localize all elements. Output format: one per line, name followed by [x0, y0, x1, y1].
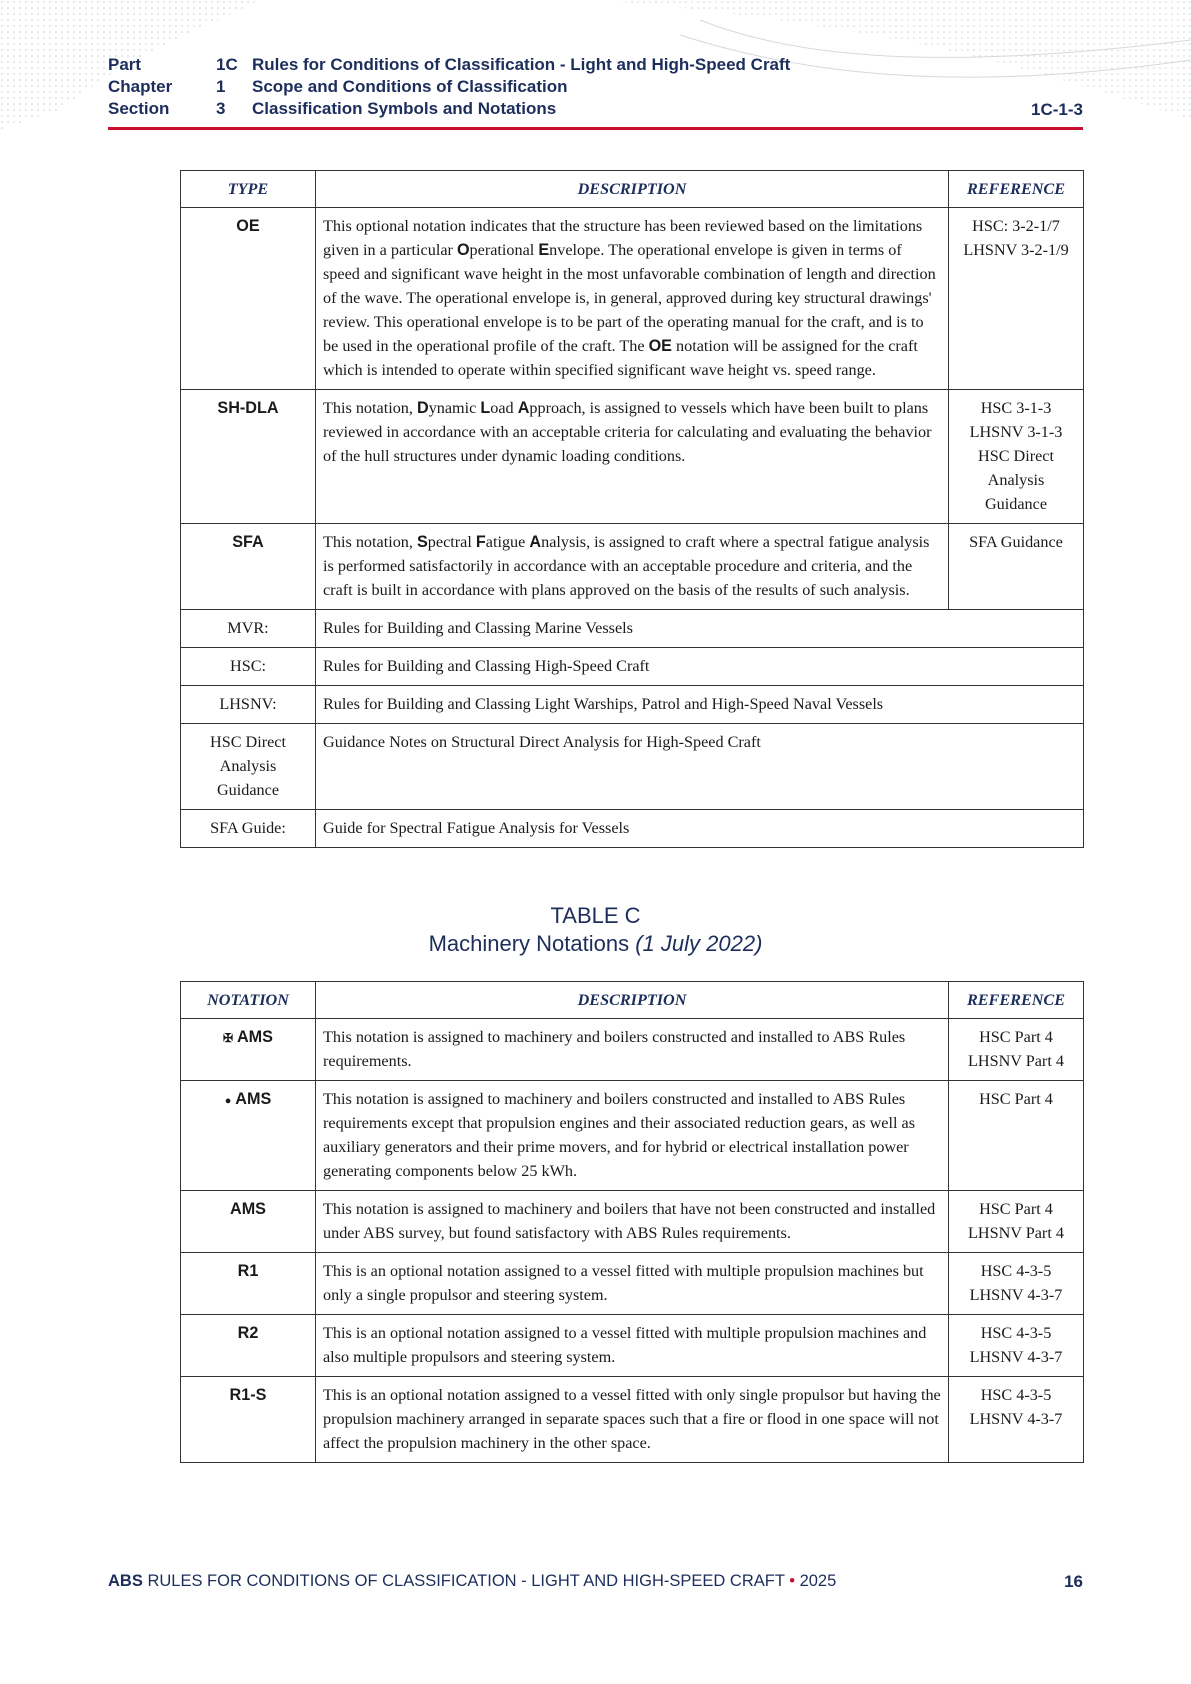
column-header-type: TYPE [181, 171, 316, 208]
header-label: Part [108, 55, 142, 74]
reference-line: HSC Part 4 [979, 1028, 1053, 1046]
text: pectral [427, 533, 476, 551]
reference-line: LHSNV 4-3-7 [969, 1348, 1063, 1366]
section-reference: 1C-1-3 [1031, 100, 1083, 119]
table-row [181, 208, 1084, 390]
notation-type: SFA [181, 524, 316, 610]
abbreviation-row [181, 810, 1084, 848]
abbreviation-key: MVR: [181, 610, 316, 648]
column-header-notation: NOTATION [181, 982, 316, 1019]
notation-cell: R1 [181, 1253, 316, 1315]
notation-type: OE [181, 208, 316, 390]
reference-line: HSC 4-3-5 [980, 1324, 1052, 1342]
header-label: Chapter [108, 77, 173, 96]
abbreviation-value: Rules for Building and Classing Marine Vessels [316, 610, 1084, 648]
notation-cell [181, 1019, 316, 1081]
header-number: 1C [216, 55, 238, 74]
notation-description [316, 208, 949, 390]
notation-description: This is an optional notation assigned to a vessel fitted with multiple propulsion machines but only a single propulsor and steering system. [316, 1253, 949, 1315]
notation-reference [949, 1253, 1084, 1315]
reference-line: HSC 3-1-3 [980, 399, 1052, 417]
notation-description: This is an optional notation assigned to a vessel fitted with only single propulsor but having the propulsion machinery arranged in separate spaces such that a fire or flood in one space will not affect the propulsion machinery in the other space. [316, 1377, 949, 1463]
notation-reference [949, 1377, 1084, 1463]
notation-reference [949, 1315, 1084, 1377]
header-title: Classification Symbols and Notations [252, 99, 557, 118]
reference-line: HSC 4-3-5 [980, 1386, 1052, 1404]
notation-reference [949, 1019, 1084, 1081]
structural-notations-table [180, 170, 1084, 848]
column-header-reference: REFERENCE [949, 171, 1084, 208]
bold-letter: L [480, 399, 491, 417]
text: , is assigned to craft where a spectral fatigue analysis is performed satisfactorily in accordance with an acceptable procedure and criteria, and the craft is built in accordance with plans approved on the basis of the results of such analysis. [323, 533, 930, 599]
notation-description: This notation is assigned to machinery and boilers that have not been constructed and installed under ABS survey, but found satisfactory with ABS Rules requirements. [316, 1191, 949, 1253]
table-row [181, 1377, 1084, 1463]
abbreviation-row [181, 648, 1084, 686]
text: pproach [529, 399, 582, 417]
abbreviation-value: Rules for Building and Classing High-Speed Craft [316, 648, 1084, 686]
table-row [181, 1253, 1084, 1315]
text: oad [490, 399, 518, 417]
table-row [181, 390, 1084, 524]
notation-cell: AMS [181, 1191, 316, 1253]
notation-type: SH-DLA [181, 390, 316, 524]
header-number: 3 [216, 99, 226, 118]
reference-line: HSC: 3-2-1/7 [972, 217, 1060, 235]
column-header-description: DESCRIPTION [316, 982, 949, 1019]
notation-description: This notation is assigned to machinery and boilers constructed and installed to ABS Rules requirements. [316, 1019, 949, 1081]
notation-cell: R1-S [181, 1377, 316, 1463]
text: nvelope. [549, 241, 605, 259]
reference-line: HSC Part 4 [979, 1200, 1053, 1218]
abbreviation-row [181, 686, 1084, 724]
bullet-icon: ● [224, 1095, 232, 1107]
reference-line: LHSNV 4-3-7 [969, 1410, 1063, 1428]
abbreviation-key: HSC: [181, 648, 316, 686]
text: This notation, [323, 533, 417, 551]
table-header-row [181, 171, 1084, 208]
text: The operational envelope is given in terms of speed and significant wave height in the most unfavorable combination of length and direction of the wave. The operational envelope is, in general, approved during key structural drawings' review. This operational envelope is to be part of the operating manual for the craft, and is to be used in the operational profile of the craft. The [323, 241, 936, 355]
table-row [181, 1315, 1084, 1377]
bold-letter: F [475, 533, 486, 551]
table-subtitle: Machinery Notations [428, 931, 630, 956]
header-number: 1 [216, 77, 226, 96]
abbreviation-value: Guide for Spectral Fatigue Analysis for Vessels [316, 810, 1084, 848]
notation-cell: R2 [181, 1315, 316, 1377]
abbreviation-value: Rules for Building and Classing Light Warships, Patrol and High-Speed Naval Vessels [316, 686, 1084, 724]
reference-line: LHSNV 3-2-1/9 [963, 241, 1069, 259]
reference-line: HSC Part 4 [979, 1090, 1053, 1108]
notation-cell [181, 1081, 316, 1191]
text: ynamic [428, 399, 481, 417]
reference-line: LHSNV Part 4 [968, 1052, 1064, 1070]
reference-line: LHSNV Part 4 [968, 1224, 1064, 1242]
notation-reference [949, 1081, 1084, 1191]
reference-line: HSC 4-3-5 [980, 1262, 1052, 1280]
bold-letter: E [538, 241, 550, 259]
reference-line: LHSNV 4-3-7 [969, 1286, 1063, 1304]
text: This optional notation indicates that the structure has been reviewed based on the limitations given in a particular [323, 217, 923, 259]
footer-brand: ABS [108, 1572, 143, 1590]
page-footer [108, 1572, 836, 1591]
notation-description: This is an optional notation assigned to a vessel fitted with multiple propulsion machines and also multiple propulsors and steering system. [316, 1315, 949, 1377]
header-title: Rules for Conditions of Classification - Light and High-Speed Craft [252, 55, 791, 74]
notation-reference [949, 390, 1084, 524]
footer-title: RULES FOR CONDITIONS OF CLASSIFICATION - LIGHT AND HIGH-SPEED CRAFT [147, 1572, 785, 1590]
footer-separator: • [789, 1572, 795, 1590]
table-row [181, 1191, 1084, 1253]
table-label: TABLE C [550, 903, 641, 928]
notation: AMS [236, 1028, 273, 1046]
abbreviation-key: SFA Guide: [181, 810, 316, 848]
text: perational [469, 241, 539, 259]
table-header-row [181, 982, 1084, 1019]
notation-reference [949, 1191, 1084, 1253]
header-title: Scope and Conditions of Classification [252, 77, 568, 96]
notation: AMS [235, 1090, 272, 1108]
bold-letter: S [416, 533, 428, 551]
column-header-reference: REFERENCE [949, 982, 1084, 1019]
text: atigue [485, 533, 530, 551]
abbreviation-row [181, 610, 1084, 648]
machinery-notations-table [180, 981, 1084, 1463]
bold-letter: O [456, 241, 470, 259]
notation-description [316, 524, 949, 610]
abbreviation-key: HSC Direct Analysis Guidance [181, 724, 316, 810]
abbreviation-value: Guidance Notes on Structural Direct Analysis for High-Speed Craft [316, 724, 1084, 810]
table-caption [0, 930, 1191, 958]
column-header-description: DESCRIPTION [316, 171, 949, 208]
abbreviation-row [181, 724, 1084, 810]
reference-line: LHSNV 3-1-3 [969, 423, 1063, 441]
table-c-title [0, 902, 1191, 958]
page-number: 16 [1064, 1572, 1083, 1591]
notation-reference [949, 208, 1084, 390]
abbreviation-key: LHSNV: [181, 686, 316, 724]
notation-description [316, 390, 949, 524]
text: , is assigned to vessels which have been built to plans reviewed in accordance with an acceptable criteria for calculating and evaluating the behavior of the hull structures under dynamic loading conditions. [323, 399, 932, 465]
text: This notation, [323, 399, 417, 417]
bold-notation: OE [648, 337, 672, 355]
bold-letter: A [529, 533, 542, 551]
text: nalysis [541, 533, 587, 551]
header-divider [108, 127, 1083, 130]
text: notation will be assigned for the craft which is intended to operate within specified significant wave height vs. speed range. [323, 337, 918, 379]
header-label: Section [108, 99, 170, 118]
maltese-cross-icon: ✠ [223, 1031, 234, 1045]
table-row [181, 1081, 1084, 1191]
bold-letter: A [517, 399, 530, 417]
reference-line: HSC Direct Analysis Guidance [978, 447, 1054, 513]
table-date: (1 July 2022) [635, 931, 763, 956]
table-row [181, 1019, 1084, 1081]
footer-year: 2025 [799, 1572, 837, 1590]
notation-reference: SFA Guidance [949, 524, 1084, 610]
bold-letter: D [416, 399, 429, 417]
table-row [181, 524, 1084, 610]
notation-description: This notation is assigned to machinery and boilers constructed and installed to ABS Rules requirements except that propulsion engines and their associated reduction gears, as well as auxiliary generators and their prime movers, and for hybrid or electrical installation power generating components below 25 kWh. [316, 1081, 949, 1191]
